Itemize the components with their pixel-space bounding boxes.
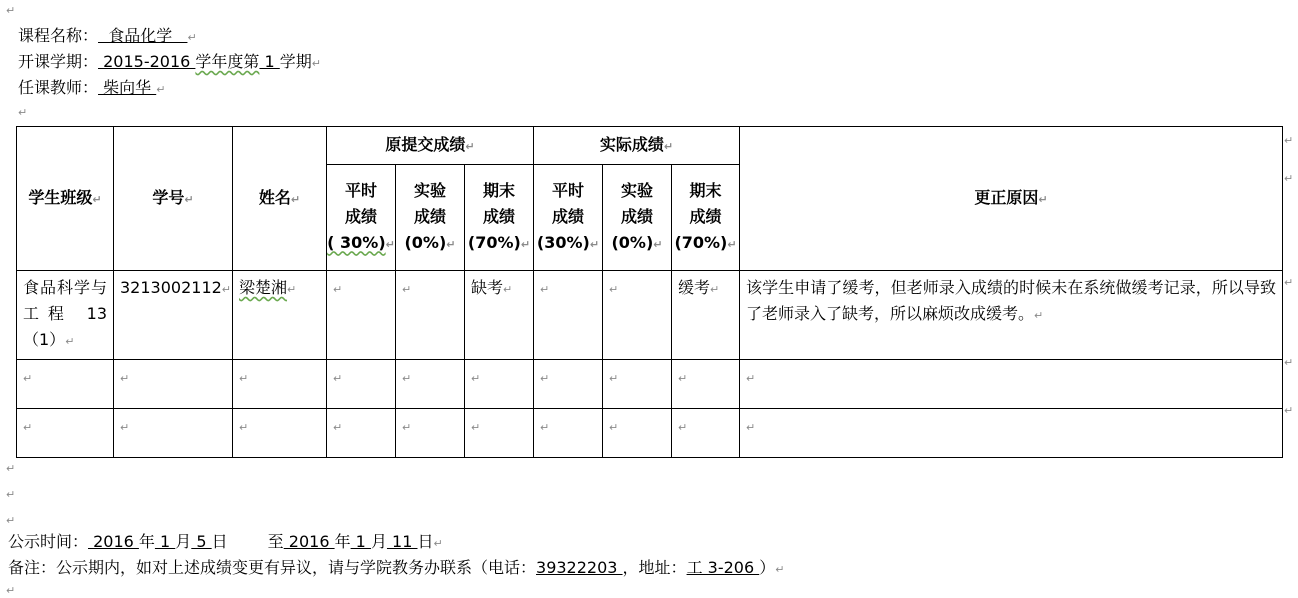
term-end: 学期 bbox=[279, 52, 312, 71]
paragraph-mark: ↵ bbox=[6, 4, 16, 17]
cell-act-exp: ↵ bbox=[603, 271, 672, 360]
header-orig-final: 期末 成绩 (70%)↵ bbox=[465, 165, 534, 271]
cell-class: 食品科学与工程 13（1）↵ bbox=[17, 271, 114, 360]
empty-cell: ↵ bbox=[396, 409, 465, 458]
empty-cell: ↵ bbox=[327, 360, 396, 409]
header-orig-usual: 平时 成绩 ( 30%)↵ bbox=[327, 165, 396, 271]
notice-start-year: 2016 bbox=[88, 532, 139, 551]
cell-orig-usual: ↵ bbox=[327, 271, 396, 360]
cell-act-final: 缓考↵ bbox=[672, 271, 740, 360]
term-year: 2015-2016 bbox=[98, 52, 196, 71]
cell-name: 梁楚湘↵ bbox=[233, 271, 327, 360]
empty-cell: ↵ bbox=[740, 409, 1283, 458]
contact-phone: 39322203 bbox=[536, 558, 623, 577]
remark-line: 备注：公示期内，如对上述成绩变更有异议，请与学院教务办联系（电话：39322203 ，地址：工 3-206 ）↵ bbox=[8, 558, 785, 577]
empty-cell: ↵ bbox=[672, 409, 740, 458]
header-student-id: 学号↵ bbox=[114, 127, 233, 271]
empty-cell: ↵ bbox=[114, 360, 233, 409]
header-name: 姓名↵ bbox=[233, 127, 327, 271]
header-act-final: 期末 成绩 (70%)↵ bbox=[672, 165, 740, 271]
remark-prefix: 备注：公示期内，如对上述成绩变更有异议，请与学院教务办联系（电话： bbox=[8, 558, 537, 577]
table-row bbox=[17, 409, 1283, 458]
course-name-line: 课程名称： 食品化学 ↵ bbox=[18, 26, 197, 45]
header-original-grades: 原提交成绩↵ bbox=[327, 127, 534, 165]
term-number: 1 bbox=[259, 52, 280, 71]
empty-cell: ↵ bbox=[17, 409, 114, 458]
cell-reason: 该学生申请了缓考，但老师录入成绩的时候未在系统做缓考记录，所以导致了老师录入了缺考，所以麻烦改成缓考。↵ bbox=[740, 271, 1283, 360]
term-line: 开课学期： 2015-2016 学年度第 1 学期↵ bbox=[18, 52, 322, 71]
notice-start-month: 1 bbox=[154, 532, 176, 551]
notice-to: 至 bbox=[267, 532, 284, 551]
teacher-label: 任课教师： bbox=[18, 78, 99, 97]
grade-change-table bbox=[16, 126, 1283, 458]
empty-cell: ↵ bbox=[603, 409, 672, 458]
teacher-line: 任课教师： 柴向华 ↵ bbox=[18, 78, 166, 97]
cell-orig-exp: ↵ bbox=[396, 271, 465, 360]
empty-cell: ↵ bbox=[672, 360, 740, 409]
empty-cell: ↵ bbox=[396, 360, 465, 409]
table-row bbox=[17, 360, 1283, 409]
notice-period-line: 公示时间： 2016 年 1 月 5 日 至 2016 年 1 月 11 日↵ bbox=[8, 532, 443, 551]
table-header-row-1 bbox=[17, 127, 1283, 165]
header-actual-grades: 实际成绩↵ bbox=[534, 127, 740, 165]
empty-cell: ↵ bbox=[327, 409, 396, 458]
teacher-value: 柴向华 bbox=[98, 78, 157, 97]
empty-cell: ↵ bbox=[534, 409, 603, 458]
term-label: 开课学期： bbox=[18, 52, 99, 71]
term-mid: 学年度第 bbox=[195, 52, 260, 71]
cell-act-usual: ↵ bbox=[534, 271, 603, 360]
header-orig-exp: 实验 成绩 (0%)↵ bbox=[396, 165, 465, 271]
notice-label: 公示时间： bbox=[8, 532, 89, 551]
empty-cell: ↵ bbox=[114, 409, 233, 458]
empty-cell: ↵ bbox=[465, 360, 534, 409]
notice-end-month: 1 bbox=[350, 532, 371, 551]
header-class: 学生班级↵ bbox=[17, 127, 114, 271]
empty-cell: ↵ bbox=[233, 409, 327, 458]
course-name-label: 课程名称： bbox=[18, 26, 99, 45]
empty-cell: ↵ bbox=[465, 409, 534, 458]
empty-cell: ↵ bbox=[233, 360, 327, 409]
empty-cell: ↵ bbox=[740, 360, 1283, 409]
notice-end-day: 11 bbox=[386, 532, 418, 551]
contact-address: 工 3-206 bbox=[686, 558, 760, 577]
notice-start-day: 5 bbox=[191, 532, 212, 551]
empty-cell: ↵ bbox=[603, 360, 672, 409]
table-row bbox=[17, 271, 1283, 360]
header-reason: 更正原因↵ bbox=[740, 127, 1283, 271]
cell-student-id: 3213002112↵ bbox=[114, 271, 233, 360]
header-act-usual: 平时 成绩 (30%)↵ bbox=[534, 165, 603, 271]
empty-cell: ↵ bbox=[17, 360, 114, 409]
notice-end-year: 2016 bbox=[283, 532, 335, 551]
header-act-exp: 实验 成绩 (0%)↵ bbox=[603, 165, 672, 271]
cell-orig-final: 缺考↵ bbox=[465, 271, 534, 360]
empty-cell: ↵ bbox=[534, 360, 603, 409]
course-name-value: 食品化学 bbox=[98, 26, 188, 45]
